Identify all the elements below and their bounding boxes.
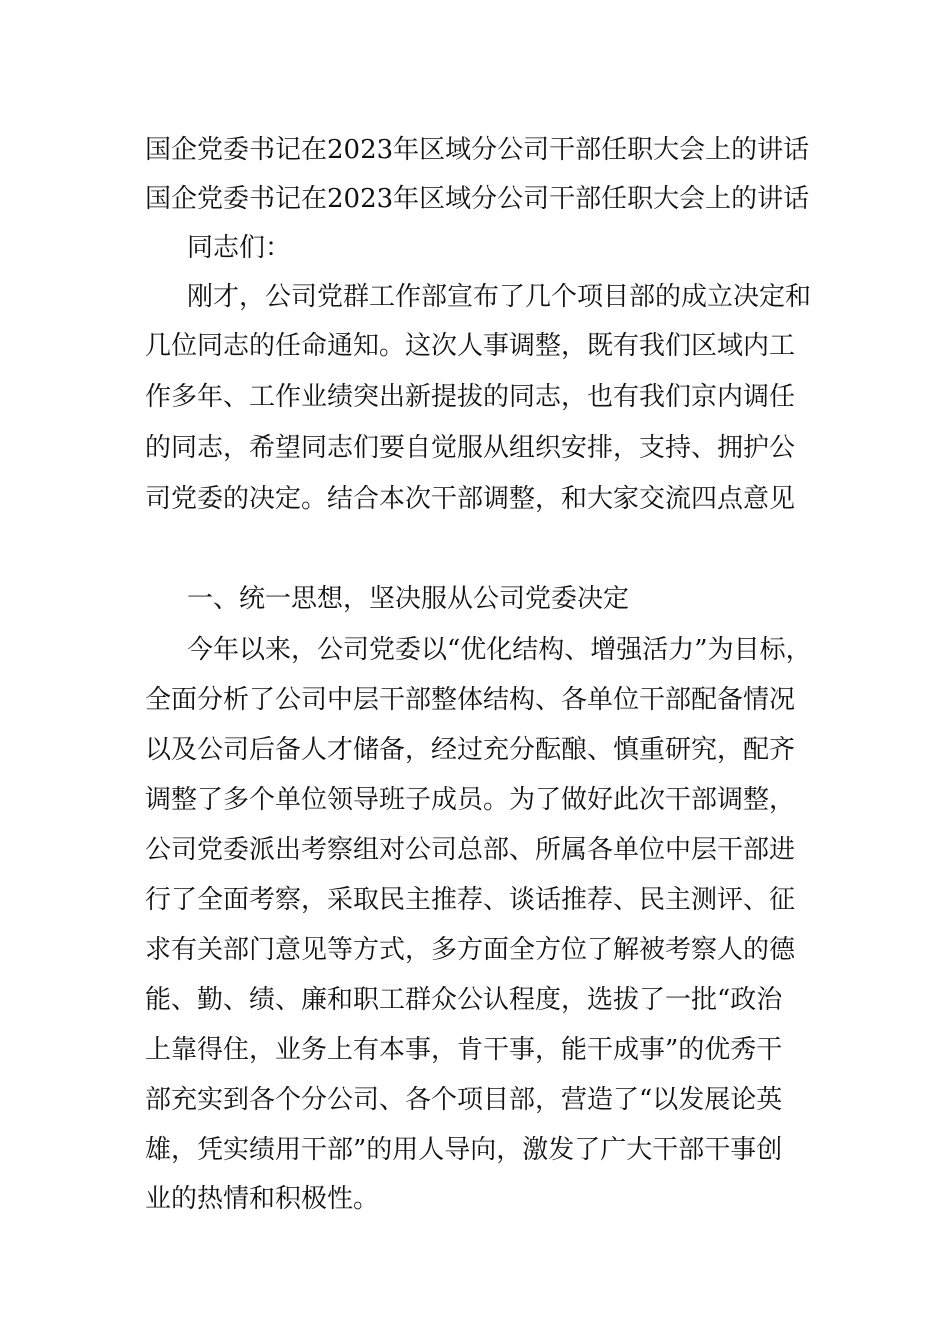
paragraph-line: 部充实到各个分公司、各个项目部，营造了“以发展论英: [145, 1085, 783, 1115]
paragraph-line: 公司党委派出考察组对公司总部、所属各单位中层干部进: [145, 835, 796, 865]
paragraph-line: 的同志，希望同志们要自觉服从组织安排，支持、拥护公: [145, 433, 796, 463]
paragraph-line: 调整了多个单位领导班子成员。为了做好此次干部调整，: [145, 785, 796, 815]
paragraph-line: 以及公司后备人才储备，经过充分酝酿、慎重研究，配齐: [145, 735, 796, 765]
paragraph-line: 今年以来，公司党委以“优化结构、增强活力”为目标，: [187, 635, 812, 665]
document-title: 国企党委书记在2023年区域分公司干部任职大会上的讲话: [145, 135, 810, 165]
paragraph-line: 上靠得住，业务上有本事，肯干事，能干成事”的优秀干: [145, 1035, 783, 1065]
paragraph-line: 雄，凭实绩用干部”的用人导向，激发了广大干部干事创: [145, 1135, 783, 1165]
paragraph-line: 作多年、工作业绩突出新提拔的同志，也有我们京内调任: [145, 382, 796, 412]
paragraph-line: 司党委的决定。结合本次干部调整，和大家交流四点意见: [145, 484, 796, 514]
paragraph-line: 业的热情和积极性。: [145, 1184, 380, 1214]
paragraph-line: 刚才，公司党群工作部宣布了几个项目部的成立决定和: [187, 282, 812, 312]
section-heading: 一、统一思想，坚决服从公司党委决定: [187, 584, 630, 614]
paragraph-line: 行了全面考察，采取民主推荐、谈话推荐、民主测评、征: [145, 885, 796, 915]
paragraph-line: 几位同志的任命通知。这次人事调整，既有我们区域内工: [145, 331, 796, 361]
paragraph-line: 求有关部门意见等方式，多方面全方位了解被考察人的德: [145, 935, 796, 965]
document-title-repeat: 国企党委书记在2023年区域分公司干部任职大会上的讲话: [145, 184, 810, 214]
paragraph-line: 能、勤、绩、廉和职工群众公认程度，选拔了一批“政治: [145, 985, 783, 1015]
salutation: 同志们：: [187, 233, 292, 263]
paragraph-line: 全面分析了公司中层干部整体结构、各单位干部配备情况: [145, 685, 796, 715]
